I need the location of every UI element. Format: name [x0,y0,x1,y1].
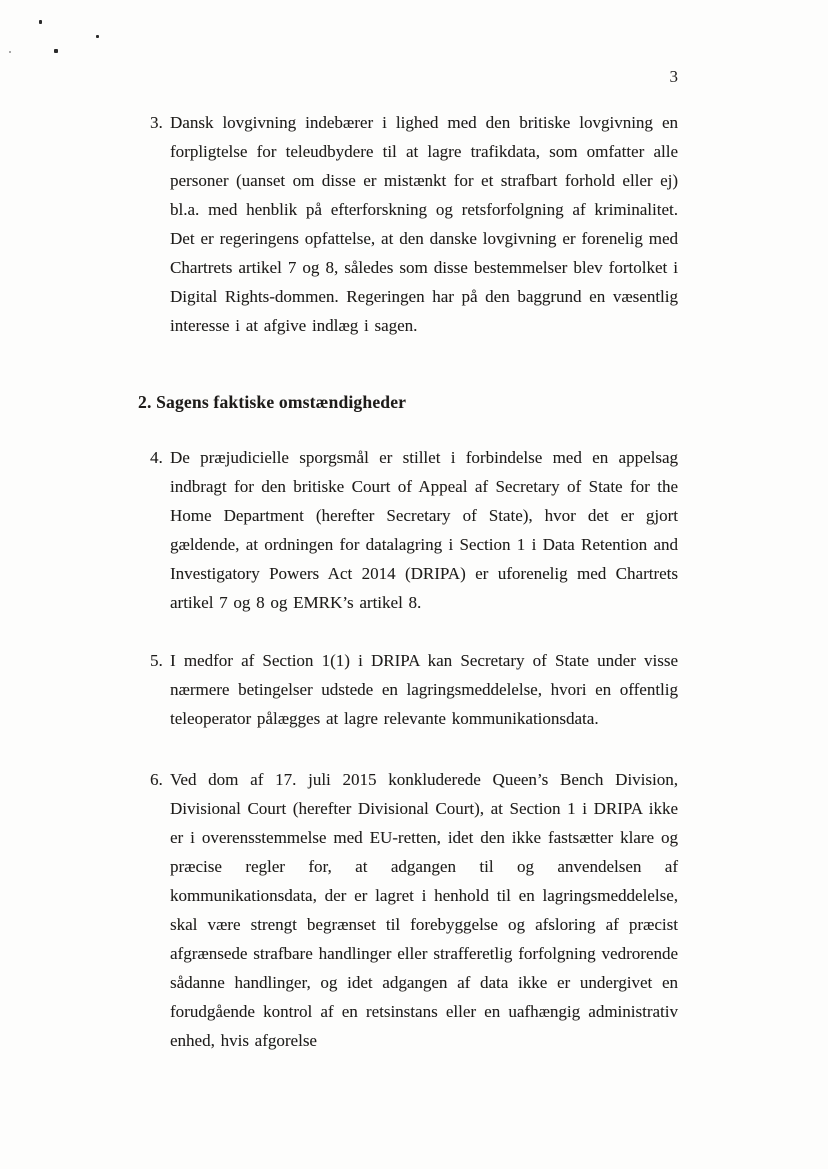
paragraph-text: Dansk lovgivning indebærer i lighed med den britiske lovgivning en forpligtelse for teleudbydere til at lagre trafikdata, som omfatter alle personer (uanset om disse er mistænkt for et strafbart forhold eller ej) bl.a. med henblik på efterforskning og retsforfolgning af kriminalitet. Det er regeringens opfattelse, at den danske lovgivning er forenelig med Chartrets artikel 7 og 8, således som disse bestemmelser blev fortolket i Digital Rights-dommen. Regeringen har på den baggrund en væsentlig interesse i at afgive indlæg i sagen. [170,113,678,335]
paragraph-number: 3. [150,113,163,132]
scan-speck [39,20,42,24]
paragraph-number: 6. [150,770,163,789]
paragraph-text: Ved dom af 17. juli 2015 konkluderede Queen’s Bench Division, Divisional Court (herefter Divisional Court), at Section 1 i DRIPA ikke er i overensstemmelse med EU-retten, idet den ikke fastsætter klare og præcise regler for, at adgangen til og anvendelsen af kommunikationsdata, der er lagret i henhold til en lagringsmeddelelse, skal være strengt begrænset til forebyggelse og afsloring af præcist afgrænsede strafbare handlinger eller strafferetlig forfolgning vedrorende sådanne handlinger, og idet adgangen af data ikke er undergivet en forudgående kontrol af en retsinstans eller en uafhængig administrativ enhed, hvis afgorelse [170,770,678,1050]
numbered-paragraph [138,108,678,340]
paragraph-number: 4. [150,448,163,467]
numbered-paragraph [138,765,678,1055]
document-body [138,108,678,1055]
numbered-paragraph [138,443,678,617]
paragraph-text: De præjudicielle sporgsmål er stillet i forbindelse med en appelsag indbragt for den britiske Court of Appeal af Secretary of State for the Home Department (herefter Secretary of State), hvor det er gjort gældende, at ordningen for datalagring i Section 1 i Data Retention and Investigatory Powers Act 2014 (DRIPA) er uforenelig med Chartrets artikel 7 og 8 og EMRK’s artikel 8. [170,448,678,612]
section-heading: 2. Sagens faktiske omstændigheder [138,392,407,412]
numbered-paragraph [138,646,678,733]
scan-speck [54,49,58,53]
paragraph-number: 5. [150,651,163,670]
paragraph-text: I medfor af Section 1(1) i DRIPA kan Secretary of State under visse nærmere betingelser udstede en lagringsmeddelelse, hvori en offentlig teleoperator pålægges at lagre relevante kommunikationsdata. [170,651,678,728]
scan-speck [9,51,11,53]
page-number: 3 [669,67,678,86]
scan-speck [96,35,99,38]
